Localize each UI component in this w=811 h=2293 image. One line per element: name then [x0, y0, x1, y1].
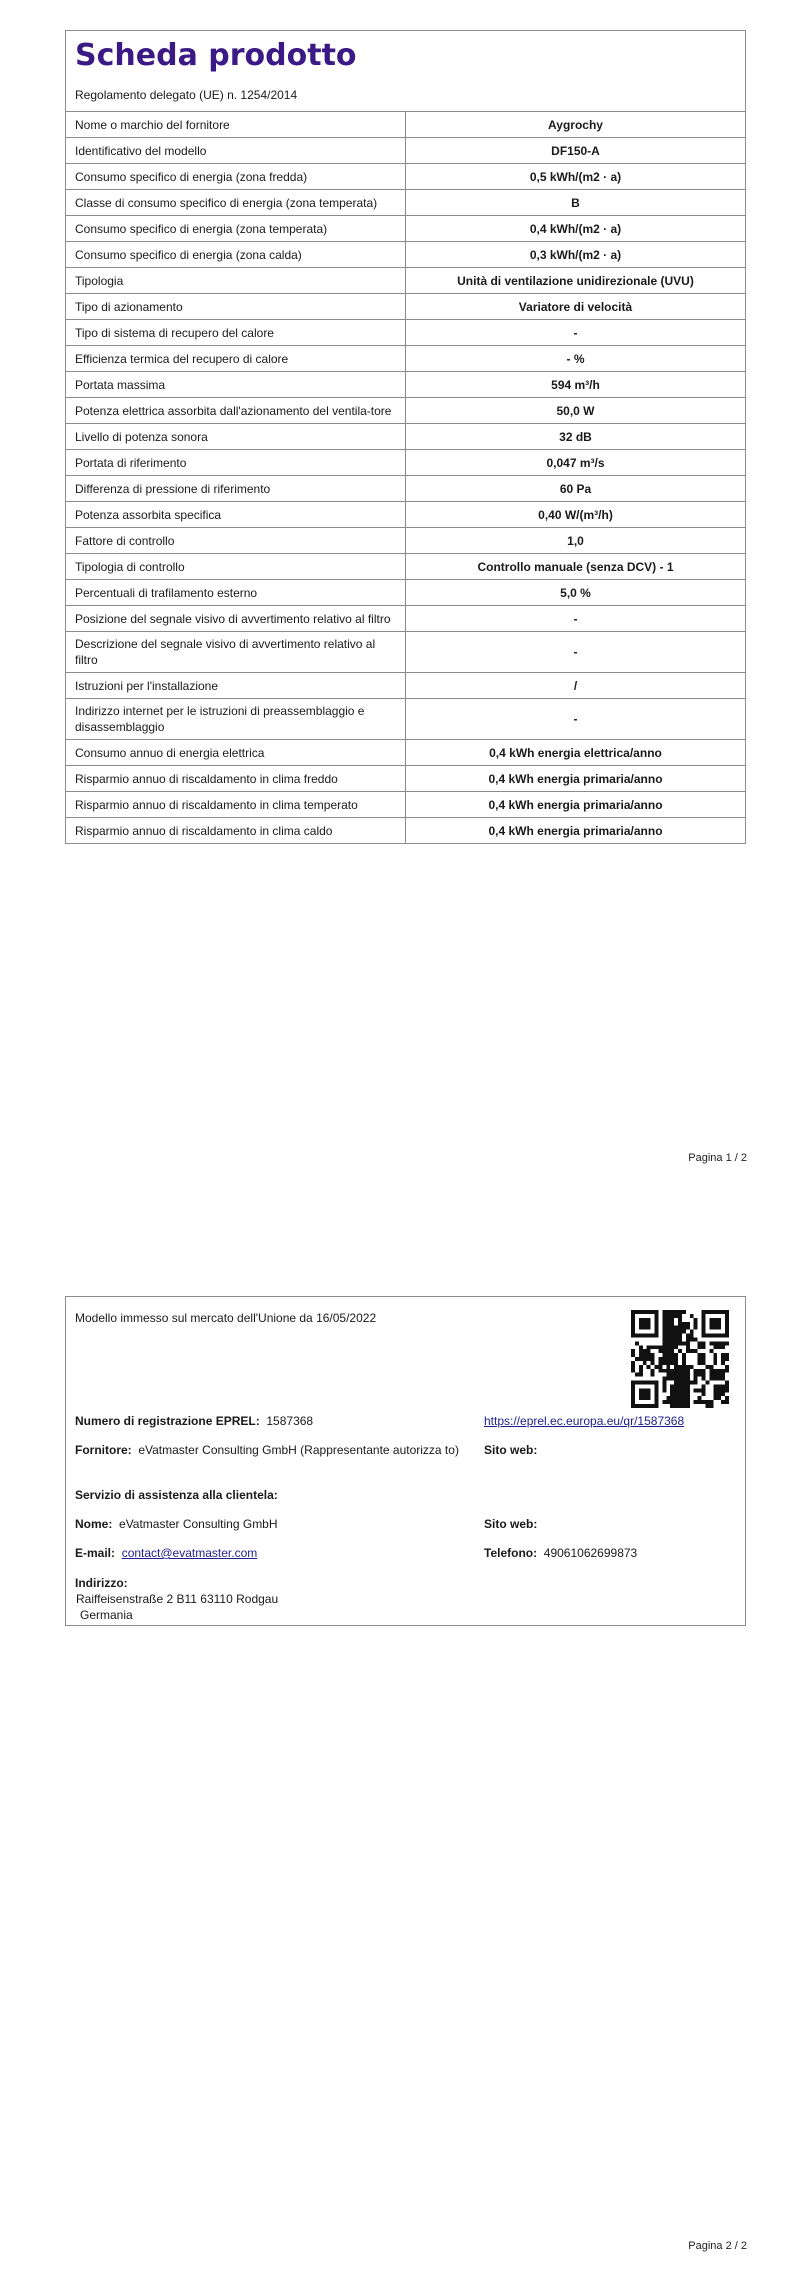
row-value: 594 m³/h	[406, 372, 746, 398]
eprel-link-wrap	[484, 1413, 684, 1429]
row-label: Consumo specifico di energia (zona calda)	[66, 242, 406, 268]
row-value: 0,4 kWh energia elettrica/anno	[406, 740, 746, 766]
row-value: 1,0	[406, 528, 746, 554]
row-value: DF150-A	[406, 138, 746, 164]
row-value: /	[406, 673, 746, 699]
table-row	[66, 528, 745, 554]
row-value: B	[406, 190, 746, 216]
row-value: 50,0 W	[406, 398, 746, 424]
row-value: 0,4 kWh energia primaria/anno	[406, 766, 746, 792]
sheet-header	[66, 31, 745, 112]
row-label: Fattore di controllo	[66, 528, 406, 554]
page-number: Pagina 2 / 2	[688, 2240, 747, 2252]
table-row	[66, 606, 745, 632]
row-label: Risparmio annuo di riscaldamento in clima freddo	[66, 766, 406, 792]
row-label: Portata di riferimento	[66, 450, 406, 476]
row-value: 0,3 kWh/(m2 · a)	[406, 242, 746, 268]
table-row	[66, 818, 745, 844]
row-label: Portata massima	[66, 372, 406, 398]
row-label: Percentuali di trafilamento esterno	[66, 580, 406, 606]
name-label: Nome:	[75, 1517, 113, 1531]
table-row	[66, 320, 745, 346]
product-sheet	[65, 30, 746, 844]
email-label: E-mail:	[75, 1546, 116, 1560]
table-row	[66, 792, 745, 818]
table-row	[66, 476, 745, 502]
row-value: - %	[406, 346, 746, 372]
row-value: -	[406, 632, 746, 673]
address-line-2: Germania	[80, 1608, 133, 1622]
row-value: 32 dB	[406, 424, 746, 450]
table-row	[66, 398, 745, 424]
table-row	[66, 424, 745, 450]
table-row	[66, 242, 745, 268]
row-value: Unità di ventilazione unidirezionale (UVU)	[406, 268, 746, 294]
table-row	[66, 294, 745, 320]
supplier-info	[75, 1442, 470, 1458]
service-email	[75, 1545, 257, 1561]
row-value: -	[406, 699, 746, 740]
row-value: 0,40 W/(m³/h)	[406, 502, 746, 528]
spec-table	[66, 112, 745, 843]
qr-code-icon[interactable]	[631, 1310, 729, 1408]
eprel-number: 1587368	[266, 1414, 314, 1428]
service-address	[75, 1575, 278, 1623]
table-row	[66, 372, 745, 398]
name-value: eVatmaster Consulting GmbH	[119, 1517, 278, 1531]
phone-value: 49061062699873	[543, 1546, 638, 1560]
row-label: Tipologia di controllo	[66, 554, 406, 580]
row-label: Tipo di sistema di recupero del calore	[66, 320, 406, 346]
row-label: Differenza di pressione di riferimento	[66, 476, 406, 502]
market-date-text: Modello immesso sul mercato dell'Unione da 16/05/2022	[75, 1311, 377, 1325]
row-label: Efficienza termica del recupero di calore	[66, 346, 406, 372]
row-label: Indirizzo internet per le istruzioni di preassemblaggio e disassemblaggio	[66, 699, 406, 740]
supplier-label: Fornitore:	[75, 1443, 132, 1457]
table-row	[66, 699, 745, 740]
row-label: Potenza elettrica assorbita dall'azionamento del ventila-tore	[66, 398, 406, 424]
supplier-website-label: Sito web:	[484, 1443, 538, 1457]
phone-label: Telefono:	[484, 1546, 538, 1560]
eprel-label: Numero di registrazione EPREL:	[75, 1414, 260, 1428]
row-value: Variatore di velocità	[406, 294, 746, 320]
table-row	[66, 766, 745, 792]
service-name	[75, 1516, 278, 1532]
row-label: Posizione del segnale visivo di avvertimento relativo al filtro	[66, 606, 406, 632]
row-value: 60 Pa	[406, 476, 746, 502]
table-row	[66, 740, 745, 766]
row-label: Tipo di azionamento	[66, 294, 406, 320]
regulation-reference: Regolamento delegato (UE) n. 1254/2014	[75, 88, 298, 102]
table-row	[66, 190, 745, 216]
row-label: Consumo annuo di energia elettrica	[66, 740, 406, 766]
table-row	[66, 138, 745, 164]
customer-service-label: Servizio di assistenza alla clientela:	[75, 1488, 278, 1502]
table-row	[66, 268, 745, 294]
row-label: Nome o marchio del fornitore	[66, 112, 406, 138]
row-value: 0,4 kWh energia primaria/anno	[406, 792, 746, 818]
service-website-label: Sito web:	[484, 1517, 538, 1531]
row-value: 0,4 kWh energia primaria/anno	[406, 818, 746, 844]
row-value: 0,4 kWh/(m2 · a)	[406, 216, 746, 242]
table-row	[66, 554, 745, 580]
table-row	[66, 502, 745, 528]
row-value: -	[406, 606, 746, 632]
eprel-registration	[75, 1413, 313, 1429]
row-value: 5,0 %	[406, 580, 746, 606]
address-label: Indirizzo:	[75, 1576, 128, 1590]
row-value: Aygrochy	[548, 117, 603, 132]
row-value: 0,047 m³/s	[406, 450, 746, 476]
row-label: Consumo specifico di energia (zona fredda)	[66, 164, 406, 190]
row-label: Descrizione del segnale visivo di avvertimento relativo al filtro	[66, 632, 406, 673]
table-row	[66, 632, 745, 673]
table-row	[66, 450, 745, 476]
page-2	[0, 1146, 811, 2293]
row-label: Identificativo del modello	[66, 138, 406, 164]
row-label: Tipologia	[66, 268, 406, 294]
email-link[interactable]: contact@evatmaster.com	[121, 1546, 258, 1560]
table-row	[66, 673, 745, 699]
row-value: -	[406, 320, 746, 346]
row-label: Livello di potenza sonora	[66, 424, 406, 450]
row-value: 0,5 kWh/(m2 · a)	[406, 164, 746, 190]
service-phone	[484, 1545, 637, 1561]
row-label: Istruzioni per l'installazione	[66, 673, 406, 699]
sheet-title: Scheda prodotto	[75, 38, 357, 73]
address-line-1: Raiffeisenstraße 2 B11 63110 Rodgau	[76, 1592, 279, 1606]
table-row	[66, 580, 745, 606]
spec-table-body	[66, 112, 745, 843]
supplier-value: eVatmaster Consulting GmbH (Rappresentante autorizza to)	[138, 1443, 459, 1457]
table-row	[66, 346, 745, 372]
eprel-link[interactable]: https://eprel.ec.europa.eu/qr/1587368	[484, 1414, 685, 1428]
row-label: Risparmio annuo di riscaldamento in clima temperato	[66, 792, 406, 818]
row-label: Potenza assorbita specifica	[66, 502, 406, 528]
row-label: Consumo specifico di energia (zona temperata)	[66, 216, 406, 242]
row-label: Classe di consumo specifico di energia (zona temperata)	[66, 190, 406, 216]
page-number: Pagina 1 / 2	[688, 1152, 747, 1164]
row-value: Controllo manuale (senza DCV) - 1	[406, 554, 746, 580]
table-row	[66, 216, 745, 242]
eprel-info-card	[65, 1296, 746, 1626]
table-row	[66, 164, 745, 190]
table-row	[66, 112, 745, 138]
row-label: Risparmio annuo di riscaldamento in clima caldo	[66, 818, 406, 844]
